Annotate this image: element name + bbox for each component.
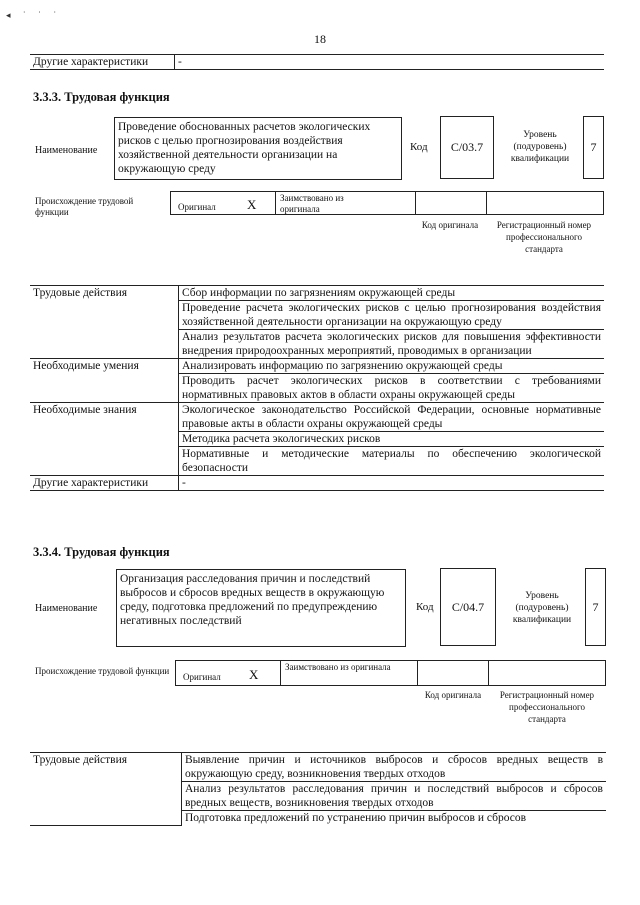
table-cell: Проводить расчет экологических рисков в соответствии с требованиями нормативных правовых актов в области охраны окружающей среды [179,374,605,403]
divider [417,660,418,686]
table-cell: Проведение расчета экологических рисков с целью прогнозирования воздействия хозяйственной деятельности организации на окружающую среду [179,301,605,330]
row-label: Необходимые знания [30,403,179,476]
row-label: Другие характеристики [30,476,179,491]
borrowed-label: Заимствовано из оригинала [280,193,344,214]
registration-caption: Регистрационный номер профессионального стандарта [499,690,595,724]
function-name-box: Проведение обоснованных расчетов экологических рисков с целью прогнозирования воздействия хозяйственной деятельности организации на окружающую среду [114,117,402,180]
code-original-caption: Код оригинала [424,690,482,700]
function-details-table [30,752,606,826]
level-box: 7 [583,116,604,179]
original-label: Оригинал [178,202,216,212]
code-label: Код [410,141,428,153]
original-mark: X [249,667,259,682]
table-cell: Подготовка предложений по устранению причин выбросов и сбросов [182,811,607,826]
top-characteristics-table [30,54,604,70]
level-box: 7 [585,568,606,646]
code-box: C/03.7 [440,116,494,179]
table-cell: - [179,476,605,491]
table-cell: Анализ результатов расчета экологических рисков для повышения эффективности внедрения природоохранных мероприятий, проводимых в организации [179,330,605,359]
divider [280,660,281,686]
original-mark: X [247,197,257,212]
table-cell: Экологическое законодательство Российской Федерации, основные нормативные правовые акты в области охраны окружающей среды [179,403,605,432]
page-number: 18 [314,32,326,46]
function-details-table [30,285,604,491]
level-label: Уровень (подуровень) квалификации [510,130,570,164]
divider [488,660,489,686]
code-box: C/04.7 [440,568,496,646]
row-label: Необходимые умения [30,359,179,403]
scan-artifact-marks: ◂ ˙ ˙ ˙ [6,10,62,20]
origin-label: Происхождение трудовой функции [35,196,134,217]
table-cell: Сбор информации по загрязнениям окружающей среды [179,286,605,301]
borrowed-label: Заимствовано из оригинала [285,662,391,672]
code-original-caption: Код оригинала [421,220,479,230]
row-label: Трудовые действия [30,753,182,826]
name-label: Наименование [35,603,98,614]
divider [415,191,416,215]
name-label: Наименование [35,145,98,156]
row-label: Трудовые действия [30,286,179,359]
section-title: 3.3.3. Трудовая функция [33,90,170,104]
table-cell: Нормативные и методические материалы по обеспечению экологической безопасности [179,447,605,476]
divider [486,191,487,215]
level-label: Уровень (подуровень) квалификации [512,591,572,625]
origin-label: Происхождение трудовой функции [35,666,170,676]
table-cell: Выявление причин и источников выбросов и сбросов вредных веществ в окружающую среду, возникновения твердых отходов [182,753,607,782]
top-row-label: Другие характеристики [30,55,175,70]
top-row-value: - [175,55,605,70]
divider [275,191,276,215]
code-label: Код [416,601,434,613]
origin-row [170,191,604,215]
original-label: Оригинал [183,672,221,682]
section-title: 3.3.4. Трудовая функция [33,545,170,559]
table-cell: Анализировать информацию по загрязнению окружающей среды [179,359,605,374]
function-name-box: Организация расследования причин и последствий выбросов и сбросов вредных веществ в окружающую среду, подготовка предложений по предупреждению негативных последствий [116,569,406,647]
registration-caption: Регистрационный номер профессионального стандарта [496,220,592,254]
table-cell: Анализ результатов расследования причин и последствий выбросов и сбросов вредных веществ, возникновения твердых отходов [182,782,607,811]
table-cell: Методика расчета экологических рисков [179,432,605,447]
